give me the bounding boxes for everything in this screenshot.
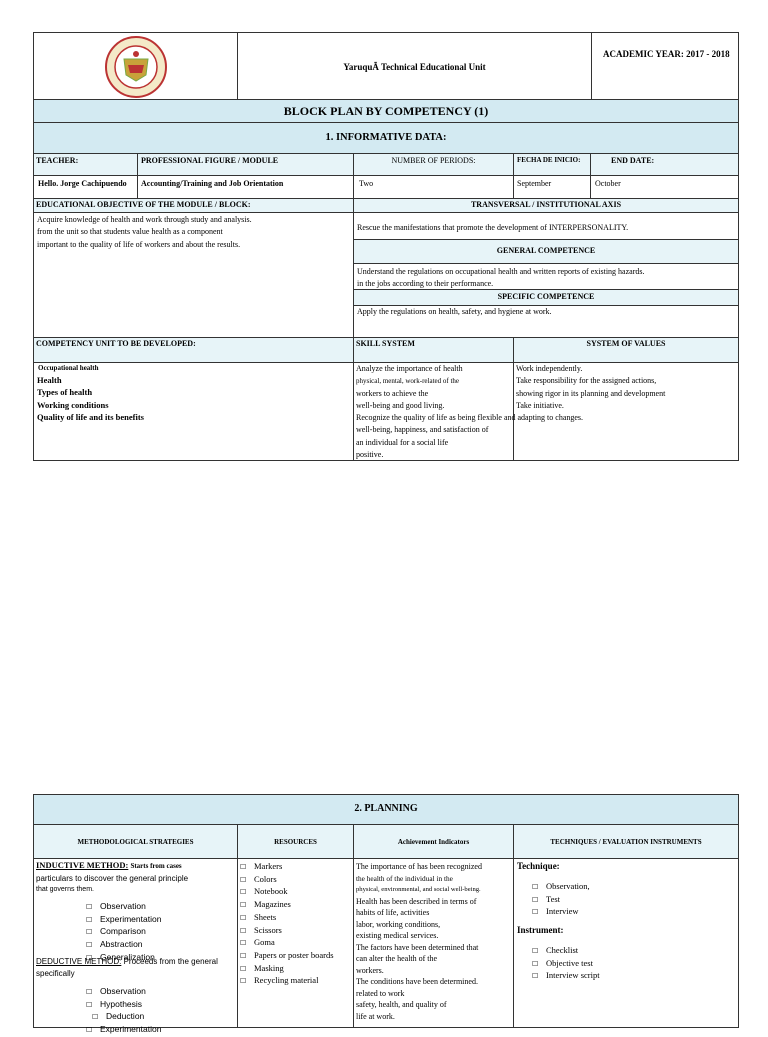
resources-header-label: RESOURCES xyxy=(274,838,317,846)
resource-item: ☐ Colors xyxy=(240,874,334,887)
profile-header xyxy=(137,153,354,176)
indicator-line: Health has been described in terms of xyxy=(356,896,477,906)
instrument-label: Instrument: xyxy=(517,925,564,935)
block-plan-title-cell xyxy=(33,99,739,123)
inductive-step: ☐ Observation xyxy=(86,901,161,914)
skill-system-text xyxy=(356,363,583,461)
general-competence-text xyxy=(357,266,644,290)
objective-line: Acquire knowledge of health and work through study and analysis. xyxy=(37,215,252,224)
informative-title-cell xyxy=(33,122,739,154)
deductive-step: ☐ Hypothesis xyxy=(86,999,161,1012)
skill-line: Recognize the quality of life as being flexible and adapting to changes. xyxy=(356,413,584,423)
competency-items xyxy=(37,374,144,423)
strategies-header-label: METHODOLOGICAL STRATEGIES xyxy=(77,838,194,846)
inductive-step: ☐ Comparison xyxy=(86,926,161,939)
techniques-list xyxy=(532,881,590,919)
technique-item: ☐ Observation, xyxy=(532,881,590,894)
skill-line: well-being, happiness, and satisfaction of xyxy=(356,425,489,435)
skill-line: positive. xyxy=(356,450,384,460)
periods-value-cell xyxy=(353,175,514,199)
strategies-body xyxy=(33,858,238,1035)
inductive-step: ☐ Experimentation xyxy=(86,914,161,927)
specific-competence-header xyxy=(353,289,739,306)
resource-item: ☐ Masking xyxy=(240,963,334,976)
end-value-cell xyxy=(590,175,739,199)
deductive-text: specifically xyxy=(36,968,75,978)
periods-header-label: NUMBER OF PERIODS: xyxy=(391,156,476,165)
indicators-text xyxy=(356,861,482,1022)
block-plan-title: BLOCK PLAN BY COMPETENCY (1) xyxy=(283,104,489,118)
indicator-line: existing medical services. xyxy=(356,931,439,940)
end-header xyxy=(590,153,739,176)
competency-unit-label: COMPETENCY UNIT TO BE DEVELOPED: xyxy=(36,339,196,348)
inductive-steps xyxy=(86,901,161,965)
academic-year-cell xyxy=(591,32,739,100)
resource-item: ☐ Sheets xyxy=(240,912,334,925)
indicator-line: life at work. xyxy=(356,1011,395,1021)
skill-line: physical, mental, work-related of the xyxy=(356,377,460,386)
resource-item: ☐ Goma xyxy=(240,937,334,950)
transversal-header-label: TRANSVERSAL / INSTITUTIONAL AXIS xyxy=(470,200,622,209)
transversal-body xyxy=(353,212,739,240)
general-competence-line: Understand the regulations on occupational health and written reports of existing hazards. xyxy=(357,267,645,276)
resource-item: ☐ Magazines xyxy=(240,899,334,912)
indicator-line: can alter the health of the xyxy=(356,954,438,963)
objective-text xyxy=(37,214,252,251)
objective-line: from the unit so that students value health as a component xyxy=(37,227,223,237)
resource-item: ☐ Markers xyxy=(240,861,334,874)
techniques-header-label: TECHNIQUES / EVALUATION INSTRUMENTS xyxy=(550,838,702,846)
objective-body xyxy=(33,212,354,338)
skill-line: Analyze the importance of health xyxy=(356,364,463,373)
resource-item: ☐ Scissors xyxy=(240,925,334,938)
profile-value: Accounting/Training and Job Orientation xyxy=(141,179,284,188)
skill-line: workers to achieve the xyxy=(356,388,429,398)
competency-item: Types of health xyxy=(37,387,93,398)
indicator-line: The conditions have been determined. xyxy=(356,977,478,986)
inductive-text: Starts from cases xyxy=(130,862,182,870)
resource-item: ☐ Recycling material xyxy=(240,975,334,988)
inductive-intro xyxy=(36,860,188,896)
competency-item: Health xyxy=(37,375,62,385)
start-header xyxy=(513,153,591,176)
deductive-intro xyxy=(36,956,218,979)
resources-header xyxy=(237,824,354,859)
values-system-label: SYSTEM OF VALUES xyxy=(586,339,666,348)
competency-subtitle: Occupational health xyxy=(38,364,99,372)
profile-header-label: PROFESSIONAL FIGURE / MODULE xyxy=(141,156,279,165)
deductive-step: ☐ Deduction xyxy=(86,1011,161,1024)
indicator-line: physical, environmental, and social well-being. xyxy=(356,886,481,893)
instrument-item: ☐ Interview script xyxy=(532,970,600,983)
start-value-cell xyxy=(513,175,591,199)
academic-year: ACADEMIC YEAR: 2017 - 2018 xyxy=(603,49,730,59)
instrument-item: ☐ Objective test xyxy=(532,958,600,971)
general-competence-body xyxy=(353,263,739,290)
general-competence-label: GENERAL COMPETENCE xyxy=(496,246,596,255)
inductive-step: ☐ Generalization xyxy=(86,952,161,965)
periods-header xyxy=(353,153,514,176)
indicators-header xyxy=(353,824,514,859)
end-header-label: END DATE: xyxy=(611,156,655,165)
strategies-header xyxy=(33,824,238,859)
specific-competence-body xyxy=(353,305,739,338)
periods-value: Two xyxy=(359,179,374,188)
techniques-body xyxy=(513,858,739,1028)
techniques-header xyxy=(513,824,739,859)
indicator-line: workers. xyxy=(356,965,384,975)
skill-system-header xyxy=(353,337,514,363)
skill-line: an individual for a social life xyxy=(356,437,449,447)
deductive-text: Proceeds from the general xyxy=(123,957,218,966)
indicator-line: The importance of has been recognized xyxy=(356,862,482,871)
transversal-text: Rescue the manifestations that promote the development of INTERPERSONALITY. xyxy=(357,223,629,232)
instruments-list xyxy=(532,945,600,983)
inductive-step: ☐ Abstraction xyxy=(86,939,161,952)
resources-list xyxy=(240,861,334,988)
deductive-step: ☐ Observation xyxy=(86,986,161,999)
teacher-header xyxy=(33,153,138,176)
technique-item: ☐ Test xyxy=(532,894,590,907)
indicator-line: the health of the individual in the xyxy=(356,873,453,883)
values-system-header xyxy=(513,337,739,363)
competency-unit-body xyxy=(33,362,354,461)
indicator-line: The factors have been determined that xyxy=(356,942,479,952)
resource-item: ☐ Papers or poster boards xyxy=(240,950,334,963)
objective-header-label: EDUCATIONAL OBJECTIVE OF THE MODULE / BLOCK: xyxy=(36,200,251,209)
value-line: Take initiative. xyxy=(516,400,564,410)
instrument-item: ☐ Checklist xyxy=(532,945,600,958)
competency-unit-header xyxy=(33,337,354,363)
unit-name: YaruquÃ Technical Educational Unit xyxy=(343,62,486,72)
specific-competence-label: SPECIFIC COMPETENCE xyxy=(497,292,595,301)
planning-title-cell xyxy=(33,794,739,825)
teacher-value: Hello. Jorge Cachipuendo xyxy=(38,179,127,188)
indicator-line: habits of life, activities xyxy=(356,908,430,917)
profile-value-cell xyxy=(137,175,354,199)
specific-competence-text: Apply the regulations on health, safety, and hygiene at work. xyxy=(357,307,552,316)
indicator-line: related to work xyxy=(356,988,405,998)
competency-item: Quality of life and its benefits xyxy=(37,411,144,422)
technique-label: Technique: xyxy=(517,861,560,871)
resources-body xyxy=(237,858,354,1028)
inductive-text: particulars to discover the general principle xyxy=(36,873,189,883)
indicators-header-label: Achievement Indicators xyxy=(397,838,470,846)
deductive-steps xyxy=(86,986,161,1037)
skill-system-label: SKILL SYSTEM xyxy=(356,339,415,348)
transversal-header xyxy=(353,198,739,213)
skill-line: well-being and good living. xyxy=(356,400,445,410)
general-competence-line: in the jobs according to their performance. xyxy=(357,279,494,288)
indicators-body xyxy=(353,858,514,1028)
inductive-method-label: INDUCTIVE METHOD: xyxy=(36,860,129,870)
value-line: Work independently. xyxy=(516,364,583,373)
unit-name-cell xyxy=(237,32,592,100)
school-seal-icon xyxy=(100,35,172,99)
inductive-text: that governs them. xyxy=(36,886,94,893)
general-competence-header xyxy=(353,239,739,264)
teacher-header-label: TEACHER: xyxy=(36,156,79,165)
competency-item: Working conditions xyxy=(37,399,109,410)
resource-item: ☐ Notebook xyxy=(240,886,334,899)
value-line: showing rigor in its planning and development xyxy=(516,388,666,398)
value-line: Take responsibility for the assigned actions, xyxy=(516,376,657,386)
start-header-label: FECHA DE INICIO: xyxy=(517,156,581,164)
informative-title: 1. INFORMATIVE DATA: xyxy=(325,132,447,143)
teacher-value-cell xyxy=(33,175,138,199)
start-value: September xyxy=(517,179,552,188)
technique-item: ☐ Interview xyxy=(532,906,590,919)
logo-cell xyxy=(33,32,238,100)
end-value: October xyxy=(595,179,621,188)
objective-header xyxy=(33,198,354,213)
objective-line: important to the quality of life of workers and about the results. xyxy=(37,239,241,249)
indicator-line: safety, health, and quality of xyxy=(356,1000,447,1009)
deductive-step: ☐ Experimentation xyxy=(86,1024,161,1037)
indicator-line: labor, working conditions, xyxy=(356,919,441,929)
deductive-method-label: DEDUCTIVE METHOD: xyxy=(36,957,122,966)
planning-title: 2. PLANNING xyxy=(354,803,418,814)
